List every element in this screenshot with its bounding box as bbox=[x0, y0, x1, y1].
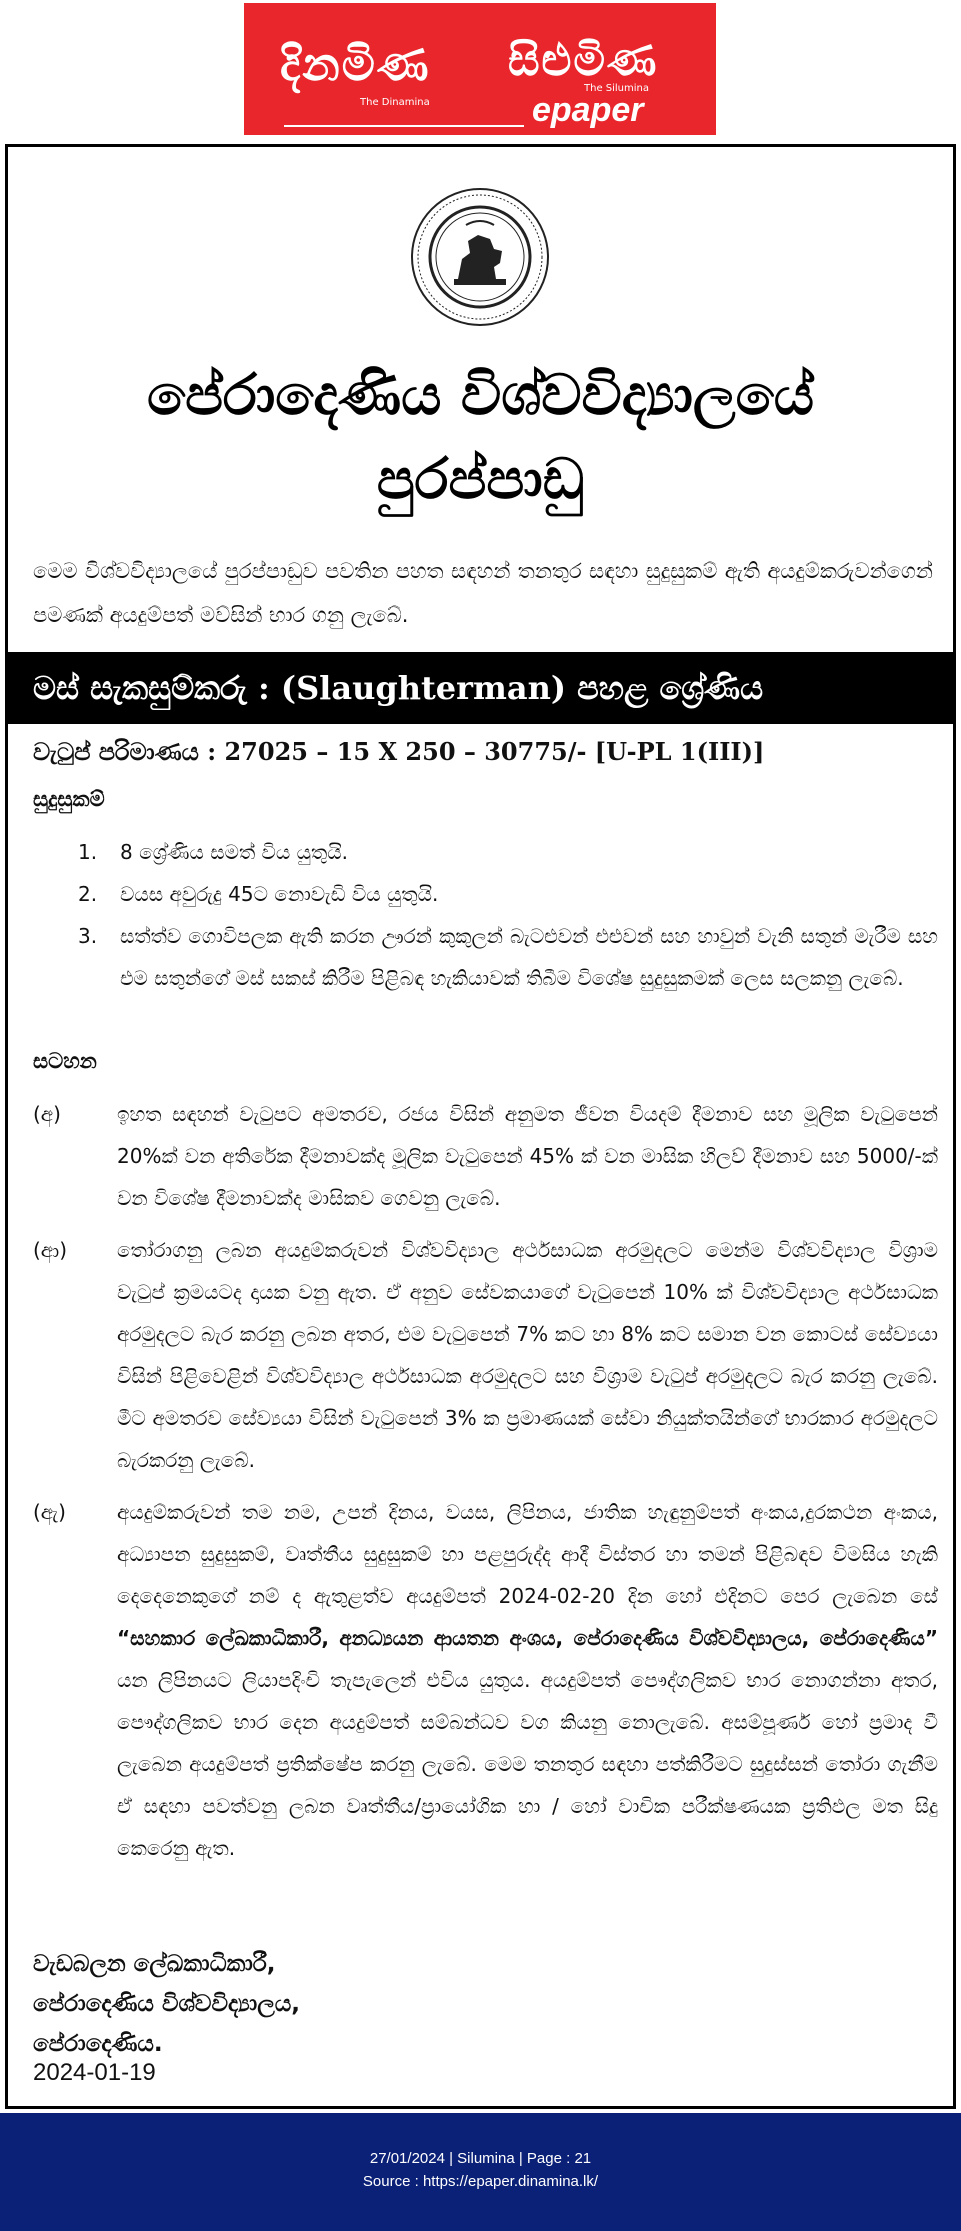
epaper-masthead bbox=[244, 3, 716, 135]
note-text: ඉහත සඳහන් වැටුපට අමතරව, රජය විසින් අනුමත ජීවන වියදම් දීමනාව සහ මූලික වැටුපෙන් 20%ක් වන අතිරේක දීමනාවක්ද මූලික වැටුපෙන් 45% ක් වන මාසික හිලව් දීමනාව සහ 5000/-ක් වන විශේෂ දීමනාවක්ද මාසිකව ගෙවනු ලැබේ. bbox=[117, 1102, 938, 1210]
note-marker: (ආ) bbox=[33, 1238, 68, 1262]
signatory-title: වැඩබලන ලේඛකාධිකාරී, bbox=[33, 1951, 276, 1977]
salary-scale: වැටුප් පරිමාණය : 27025 – 15 X 250 – 30775/- [U-PL 1(III)] bbox=[33, 737, 765, 766]
list-item-number: 2. bbox=[78, 882, 98, 906]
notice-frame bbox=[5, 144, 956, 2109]
epaper-footer bbox=[0, 2113, 961, 2231]
notes-list bbox=[33, 1093, 938, 1869]
publication-info: 27/01/2024 | Silumina | Page : 21 bbox=[369, 2150, 592, 2167]
list-item bbox=[48, 915, 938, 999]
qualifications-heading: සුදුසුකම් bbox=[33, 787, 105, 811]
silumina-logo: සිළුමිණ bbox=[508, 35, 659, 86]
list-item bbox=[48, 831, 938, 873]
post-title-banner: මස් සැකසුම්කරු : (Slaughterman) පහළ ශ්‍රේණිය bbox=[8, 652, 953, 724]
signature-block bbox=[33, 1944, 300, 2064]
list-item bbox=[48, 873, 938, 915]
note-item bbox=[33, 1229, 938, 1481]
list-item-text: වයස අවුරුදු 45ට නොවැඩි විය යුතුයි. bbox=[120, 882, 439, 906]
silumina-logo-subtitle: The Silumina bbox=[584, 83, 650, 94]
note-marker: (අ) bbox=[33, 1102, 61, 1126]
list-item-text: සත්ත්ව ගොවිපලක ඇති කරන ඌරන් කුකුලන් බැටළුවන් එළුවන් සහ හාවුන් වැනි සතුන් මැරීම සහ එම සතුන්ගේ මස් සකස් කිරීම පිළිබඳ හැකියාවක් තිබීම විශේෂ සුදුසුකමක් ලෙස සලකනු ලැබේ. bbox=[120, 924, 938, 990]
signatory-institution: පේරාදෙණිය විශ්වවිද්‍යාලය, bbox=[33, 1991, 301, 2017]
dinamina-logo: දිනමිණ bbox=[280, 37, 431, 91]
dinamina-logo-subtitle: The Dinamina bbox=[360, 97, 430, 108]
source-link[interactable]: Source : https://epaper.dinamina.lk/ bbox=[362, 2173, 599, 2190]
list-item-number: 3. bbox=[78, 924, 98, 948]
notice-intro: මෙම විශ්වවිද්‍යාලයේ පුරප්පාඩුව පවතින පහත සඳහන් තනතුර සඳහා සුදුසුකම් ඇති අයදුම්කරුවන්ගෙන් පමණක් අයදුම්පත් මව්සින් භාර ගනු ලැබේ. bbox=[33, 559, 933, 627]
qualifications-list bbox=[48, 831, 938, 999]
application-address: “සහකාර ලේඛකාධිකාරී, අනධ්‍යයන ආයතන අංශය, පේරාදෙණිය විශ්වවිද්‍යාලය, පේරාදෙණිය” bbox=[117, 1626, 938, 1650]
note-text: තෝරාගනු ලබන අයදුම්කරුවන් විශ්වවිද්‍යාල අර්ථසාධක අරමුදලට මෙන්ම විශ්වවිද්‍යාල විශ්‍රාම වැටුප් ක්‍රමයටද දායක වනු ඇත. ඒ අනුව සේවකයාගේ වැටුපෙන් 10% ක් විශ්වවිද්‍යාල අර්ථසාධක අරමුදලට බැර කරනු ලබන අතර, එම වැටුපෙන් 7% කට හා 8% කට සමාන වන කොටස් සේව්‍යයා විසින් පිළිවෙළින් විශ්වවිද්‍යාල අර්ථසාධක අරමුදලට සහ විශ්‍රාම වැටුප් අරමුදලට බැර කරනු ලැබේ. මීට අමතරව සේව්‍යයා විසින් වැටුපෙන් 3% ක ප්‍රමාණයක් සේවා නියුක්තයින්ගේ භාරකාර අරමුදලට බැරකරනු ලැබේ. bbox=[117, 1238, 938, 1472]
note-text-part: යන ලිපිනයට ලියාපදිංචි තැපැලෙන් එවිය යුතුය. අයදුම්පත් පෞද්ගලිකව භාර නොගන්නා අතර, පෞද්ගලිකව භාර දෙන අයදුම්පත් සම්බන්ධව වග කියනු නොලැබේ. අසම්පූර්ණ හෝ ප්‍රමාද වී ලැබෙන අයදුම්පත් ප්‍රතික්ෂේප කරනු ලැබේ. මෙම තනතුර සඳහා පත්කිරීමට සුදුස්සන් තෝරා ගැනීම ඒ සඳහා පවත්වනු ලබන වෘත්තීය/ප්‍රායෝගික හා / හෝ වාචික පරීක්ෂණයක ප්‍රතිඵල මත සිදු කෙරෙනු ඇත. bbox=[117, 1668, 938, 1860]
note-marker: (ඇ) bbox=[33, 1500, 66, 1524]
note-text-part: අයදුම්කරුවන් තම නම, උපන් දිනය, වයස, ලිපිනය, ජාතික හැඳුනුම්පත් අංකය,දුරකථන අංකය, අධ්‍යාපන සුදුසුකම්, වෘත්තීය සුදුසුකම් හා පළපුරුද්ද ආදී විස්තර හා තමන් පිළිබඳව විමසිය හැකි දෙදෙනෙකුගේ නම් ද ඇතුළත්ව අයදුම්පත් 2024-02-20 දින හෝ එදිනට පෙර ලැබෙන සේ bbox=[117, 1500, 938, 1608]
note-text bbox=[117, 1500, 938, 1860]
university-seal-icon bbox=[410, 187, 550, 327]
list-item-text: 8 ශ්‍රේණිය සමත් විය යුතුයි. bbox=[120, 840, 349, 864]
epaper-wordmark: epaper bbox=[532, 91, 644, 129]
note-item bbox=[33, 1093, 938, 1219]
note-item bbox=[33, 1491, 938, 1869]
notes-heading: සටහන bbox=[33, 1049, 97, 1073]
notice-date: 2024-01-19 bbox=[33, 2059, 156, 2086]
masthead-rule bbox=[284, 125, 524, 127]
notice-subtitle: පුරප්පාඩු bbox=[376, 447, 585, 512]
notice-title: පේරාදෙණිය විශ්වවිද්‍යාලයේ bbox=[146, 363, 815, 428]
signatory-location: පේරාදෙණිය. bbox=[33, 2031, 163, 2057]
list-item-number: 1. bbox=[78, 840, 98, 864]
